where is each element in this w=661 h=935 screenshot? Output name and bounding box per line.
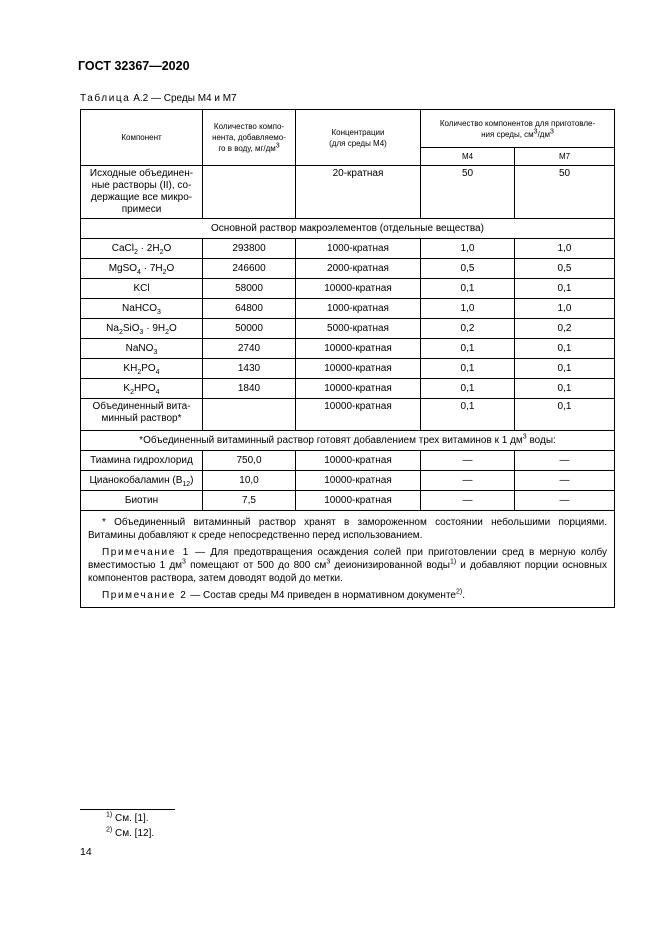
cell-quantity	[203, 399, 296, 431]
table-footnote: * Объединенный витаминный раствор хранят в замороженном состоянии небольшими порциями. Витамины добавляют к среде непосредственно перед использованием.	[88, 517, 607, 541]
cell-formula: NaHCO$_3$	[81, 299, 203, 319]
header-m7: М7	[515, 148, 615, 166]
cell-name: Объединенный вита-минный раствор*	[81, 399, 203, 431]
cell-formula: CaCl$_2$ · $2H_2O$	[81, 239, 203, 259]
media-table	[80, 109, 615, 608]
cell-name: Тиамина гидрохлорид	[81, 451, 203, 471]
table-notes-row	[81, 511, 615, 608]
cell-quantity: 58000	[203, 279, 296, 299]
table-row	[81, 491, 615, 511]
cell-m7: 0,1	[515, 279, 615, 299]
cell-m7: 50	[515, 166, 615, 219]
table-row	[81, 239, 615, 259]
cell-m7: 1,0	[515, 239, 615, 259]
cell-m4: 0,1	[421, 359, 515, 379]
cell-m7: 0,1	[515, 339, 615, 359]
table-row-vitamin-mix	[81, 399, 615, 431]
table-row	[81, 379, 615, 399]
cell-name: Биотин	[81, 491, 203, 511]
cell-formula: KCl	[81, 279, 203, 299]
cell-m7: —	[515, 471, 615, 491]
header-m4: М4	[421, 148, 515, 166]
cell-quantity: 10,0	[203, 471, 296, 491]
cell-quantity: 2740	[203, 339, 296, 359]
table-row-initial	[81, 166, 615, 219]
cell-formula: $KH_2PO_4$	[81, 359, 203, 379]
cell-m7: 1,0	[515, 299, 615, 319]
cell-m4: 1,0	[421, 299, 515, 319]
page-footnote: $^{1)}$ См. [1].	[106, 811, 149, 824]
table-row	[81, 471, 615, 491]
cell-m4: 0,1	[421, 379, 515, 399]
cell-quantity: 293800	[203, 239, 296, 259]
cell-formula: $K_2HPO_4$	[81, 379, 203, 399]
note-2: Примечание 2 — Состав среды М4 приведен в нормативном документе$^{2)}$.	[102, 588, 466, 601]
cell-concentration: 1000-кратная	[296, 239, 421, 259]
cell-quantity: 246600	[203, 259, 296, 279]
cell-m7: —	[515, 491, 615, 511]
cell-concentration: 10000-кратная	[296, 471, 421, 491]
cell-m7: 0,1	[515, 359, 615, 379]
cell-formula: MgSO$_4$ · $7H_2O$	[81, 259, 203, 279]
cell-concentration: 10000-кратная	[296, 451, 421, 471]
cell-m4: 1,0	[421, 239, 515, 259]
header-component: Компонент	[81, 110, 203, 166]
page-footnote: $^{2)}$ См. [12].	[106, 826, 155, 839]
cell-m4: —	[421, 451, 515, 471]
table-notes	[81, 511, 615, 608]
cell-name: Исходные объединен-ные растворы (II), со-держащие все микро-примеси	[81, 166, 203, 219]
page-number: 14	[80, 846, 92, 858]
cell-formula: NaNO$_3$	[81, 339, 203, 359]
cell-m4: —	[421, 471, 515, 491]
header-concentration: Концентрации (для среды М4)	[296, 110, 421, 166]
cell-quantity	[203, 166, 296, 219]
cell-m4: —	[421, 491, 515, 511]
cell-concentration: 10000-кратная	[296, 379, 421, 399]
table-row	[81, 279, 615, 299]
table-row	[81, 451, 615, 471]
cell-m4: 0,5	[421, 259, 515, 279]
section-macro-title: Основной раствор макроэлементов (отдельные вещества)	[81, 219, 615, 239]
section-row-macro	[81, 219, 615, 239]
table-row	[81, 339, 615, 359]
cell-quantity: 7,5	[203, 491, 296, 511]
note-1: Примечание 1 — Для предотвращения осаждения солей при приготовлении сред в мерную колбу вместимостью 1 $дм^3$ помещают от 500 до 800 $см^3$ деионизированной воды$^{1)}$ и добавляют порции основных компонентов раствора, затем доводят водой до метки.	[88, 547, 607, 584]
cell-m7: —	[515, 451, 615, 471]
section-row-vitamin	[81, 431, 615, 451]
cell-quantity: 1430	[203, 359, 296, 379]
caption-text: А.2 — Среды М4 и М7	[133, 93, 237, 104]
cell-m4: 0,2	[421, 319, 515, 339]
cell-m4: 50	[421, 166, 515, 219]
header-components: Количество компонентов для приготовле- ния среды, $см^3/дм^3$	[421, 110, 615, 148]
cell-quantity: 1840	[203, 379, 296, 399]
cell-concentration: 20-кратная	[296, 166, 421, 219]
cell-concentration: 10000-кратная	[296, 491, 421, 511]
cell-formula: $Na_2SiO_3 \cdot 9H_2O$	[81, 319, 203, 339]
cell-m7: 0,1	[515, 399, 615, 431]
table-row	[81, 359, 615, 379]
cell-quantity: 750,0	[203, 451, 296, 471]
cell-concentration: 1000-кратная	[296, 299, 421, 319]
cell-name: Цианокобаламин $(В_{12})$	[81, 471, 203, 491]
caption-label: Таблица	[80, 93, 131, 104]
cell-m7: 0,5	[515, 259, 615, 279]
cell-m7: 0,1	[515, 379, 615, 399]
table-row	[81, 299, 615, 319]
footnote-divider	[80, 809, 175, 810]
cell-concentration: 2000-кратная	[296, 259, 421, 279]
table-row	[81, 319, 615, 339]
cell-quantity: 64800	[203, 299, 296, 319]
cell-quantity: 50000	[203, 319, 296, 339]
table-caption	[80, 93, 237, 104]
cell-concentration: 10000-кратная	[296, 279, 421, 299]
table-row	[81, 259, 615, 279]
document-header: ГОСТ 32367—2020	[78, 59, 190, 73]
cell-concentration: 5000-кратная	[296, 319, 421, 339]
table-header-row	[81, 110, 615, 148]
cell-m4: 0,1	[421, 279, 515, 299]
cell-m4: 0,1	[421, 399, 515, 431]
cell-m7: 0,2	[515, 319, 615, 339]
cell-concentration: 10000-кратная	[296, 359, 421, 379]
section-vitamin-title: *Объединенный витаминный раствор готовят добавлением трех витаминов к 1 $дм^3$ воды:	[81, 431, 615, 451]
cell-concentration: 10000-кратная	[296, 339, 421, 359]
cell-concentration: 10000-кратная	[296, 399, 421, 431]
header-quantity: Количество компо- нента, добавляемо- го в воду, $мг/дм^3$	[203, 110, 296, 166]
cell-m4: 0,1	[421, 339, 515, 359]
